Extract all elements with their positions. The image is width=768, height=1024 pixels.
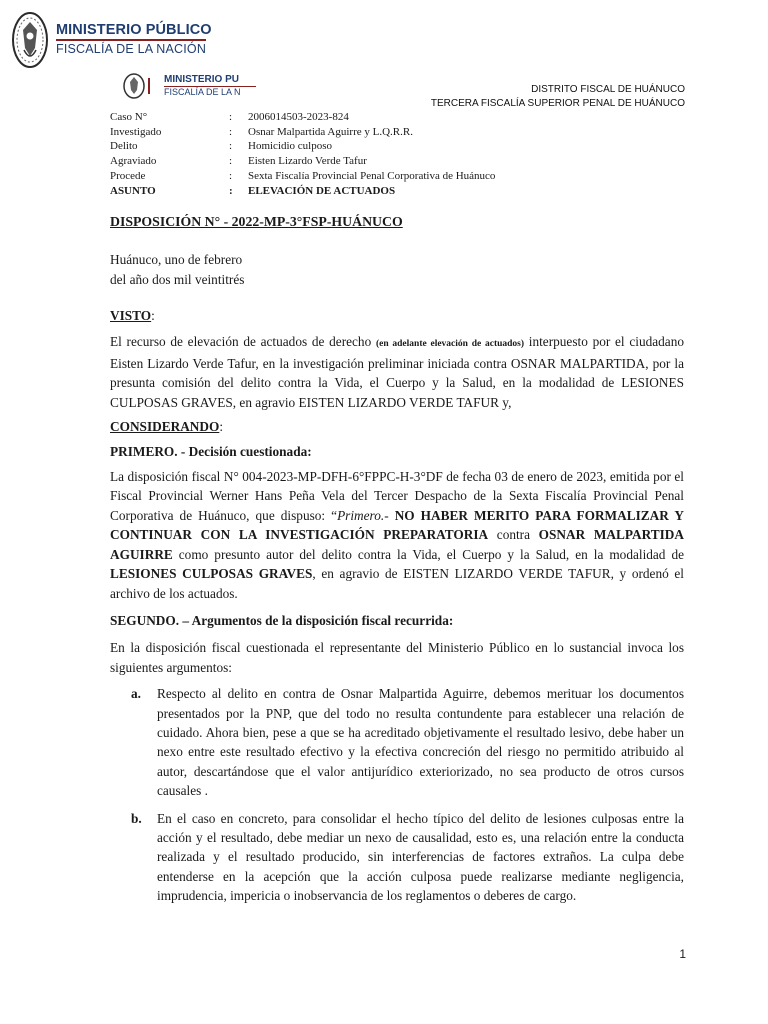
list-item-label: a. <box>131 686 141 702</box>
meta-label: ASUNTO <box>110 184 156 197</box>
meta-label: Caso N° <box>110 111 148 123</box>
district-header <box>431 83 685 111</box>
section-heading: VISTO <box>110 308 152 324</box>
meta-value: Homicidio culposo <box>248 140 333 153</box>
visto-paragraph <box>110 332 684 413</box>
text-run-italic: Primero.- <box>337 507 389 523</box>
page-number: 1 <box>679 947 686 961</box>
meta-row-delito <box>110 139 495 154</box>
segundo-heading: SEGUNDO. – Argumentos de la disposición fiscal recurrida: <box>110 612 454 628</box>
meta-value: Eisten Lizardo Verde Tafur <box>248 155 367 168</box>
visto-heading <box>110 306 684 325</box>
district-line: DISTRITO FISCAL DE HUÁNUCO <box>531 84 685 95</box>
list-item-text: En el caso en concreto, para consolidar el hecho típico del delito de lesiones culposas entre la acción y el resultado, debe mediar un nexo de causalidad, esto es, una relación entre la conducta realizada y el resultado producido, sin interferencias de factores extraños. La culpa debe entenderse en la acepción que la acción culposa puede realizarse mediante negligencia, imprudencia, impericia o inobservancia de los reglamentos o deberes de cargo. <box>157 810 684 904</box>
meta-label: Procede <box>110 169 146 182</box>
primero-paragraph <box>110 467 684 603</box>
text-run-bold: NO HABER MERITO PARA FORMALIZAR Y CONTINUAR CON LA INVESTIGACIÓN PREPARATORIA <box>110 507 684 543</box>
small-logo-subtitle: FISCALÍA DE LA N <box>164 86 256 97</box>
meta-row-caso <box>110 110 495 125</box>
small-seal-icon <box>120 72 160 100</box>
text-run: contra <box>488 527 539 543</box>
meta-colon: : <box>229 111 233 123</box>
text-run: , en agravio de EISTEN LIZARDO VERDE TAFUR, y ordenó el archivo de los actuados. <box>110 566 684 601</box>
heading-colon: : <box>151 308 155 324</box>
text-run-bold: LESIONES CULPOSAS GRAVES <box>110 566 313 582</box>
list-item-label: b. <box>131 810 142 826</box>
case-metadata-table <box>110 110 495 198</box>
text-run: interpuesto por el ciudadano Eisten Lizardo Verde Tafur, en la investigación preliminar iniciada contra OSNAR MALPARTIDA, por la presunta comisión del delito contra la Vida, el Cuerpo y la Salud, en la modalidad de LESIONES CULPOSAS GRAVES, en agravio EISTEN LIZARDO VERDE TAFUR y, <box>110 333 684 410</box>
text-run: como presunto autor del delito contra la Vida, el Cuerpo y la Salud, en la modalidad de <box>172 546 684 562</box>
logo-title: MINISTERIO PÚBLICO <box>56 21 212 38</box>
meta-value: ELEVACIÓN DE ACTUADOS <box>248 184 396 197</box>
meta-colon: : <box>229 184 233 197</box>
meta-label: Agraviado <box>110 155 157 168</box>
meta-row-asunto <box>110 184 495 199</box>
segundo-intro: En la disposición fiscal cuestionada el representante del Ministerio Público en lo sustancial invoca los siguientes argumentos: <box>110 640 684 675</box>
disposition-number: DISPOSICIÓN N° - 2022-MP-3°FSP-HUÁNUCO <box>110 214 403 229</box>
meta-value: 2006014503-2023-824 <box>248 111 349 123</box>
meta-value: Sexta Fiscalía Provincial Penal Corporativa de Huánuco <box>248 169 496 182</box>
meta-row-procede <box>110 169 495 184</box>
meta-colon: : <box>229 125 233 138</box>
meta-label: Investigado <box>110 125 162 138</box>
heading-colon: : <box>219 419 224 435</box>
meta-value: Osnar Malpartida Aguirre y L.Q.R.R. <box>248 125 413 138</box>
national-seal-icon <box>10 10 50 70</box>
meta-row-investigado <box>110 125 495 140</box>
document-body <box>110 212 684 906</box>
meta-colon: : <box>229 140 233 153</box>
considerando-heading <box>110 417 684 436</box>
section-heading: CONSIDERANDO <box>110 419 220 435</box>
ministerio-publico-logo <box>10 10 212 70</box>
text-run: La disposición fiscal N° 004-2023-MP-DFH-6°FPPC-H-3°DF de fecha 03 de enero de 2023, emitida por el Fiscal Provincial Werner Hans Peña Vela del Tercer Despacho de la Sexta Fiscalía Provincial Penal Corporativa de Huánuco, que dispuso: “ <box>110 469 684 523</box>
list-item <box>110 684 684 800</box>
text-run-bold: (en adelante elevación de actuados) <box>375 338 525 349</box>
primero-heading: PRIMERO. - Decisión cuestionada: <box>110 443 312 459</box>
list-item <box>110 809 684 906</box>
meta-label: Delito <box>110 140 138 153</box>
list-item-text: Respecto al delito en contra de Osnar Malpartida Aguirre, debemos merituar los documentos presentados por la PNP, que del todo no resulta contundente para establecer una relación de cuidado. Ahora bien, pese a que se ha acreditado objetivamente el resultado lesivo, debe haber un nexo entre este resultado efectivo y la efectiva concreción del riesgo no permitido atribuido al autor, descartándose que el valor antijurídico exteriorizado, no sea producto de otros cursos causales . <box>157 686 684 799</box>
small-ministerio-logo <box>120 72 256 100</box>
date-line: Huánuco, uno de febrero <box>110 252 243 268</box>
text-run: El recurso de elevación de actuados de derecho <box>110 333 376 349</box>
arguments-list <box>110 684 684 905</box>
text-run-bold: OSNAR MALPARTIDA AGUIRRE <box>110 527 685 562</box>
logo-subtitle: FISCALÍA DE LA NACIÓN <box>56 39 206 56</box>
date-line: del año dos mil veintitrés <box>110 271 245 287</box>
meta-colon: : <box>229 169 233 182</box>
small-logo-title: MINISTERIO PÚ <box>164 75 240 85</box>
fiscalia-line: TERCERA FISCALÍA SUPERIOR PENAL DE HUÁNUCO <box>430 98 685 109</box>
meta-colon: : <box>229 155 233 168</box>
meta-row-agraviado <box>110 154 495 169</box>
